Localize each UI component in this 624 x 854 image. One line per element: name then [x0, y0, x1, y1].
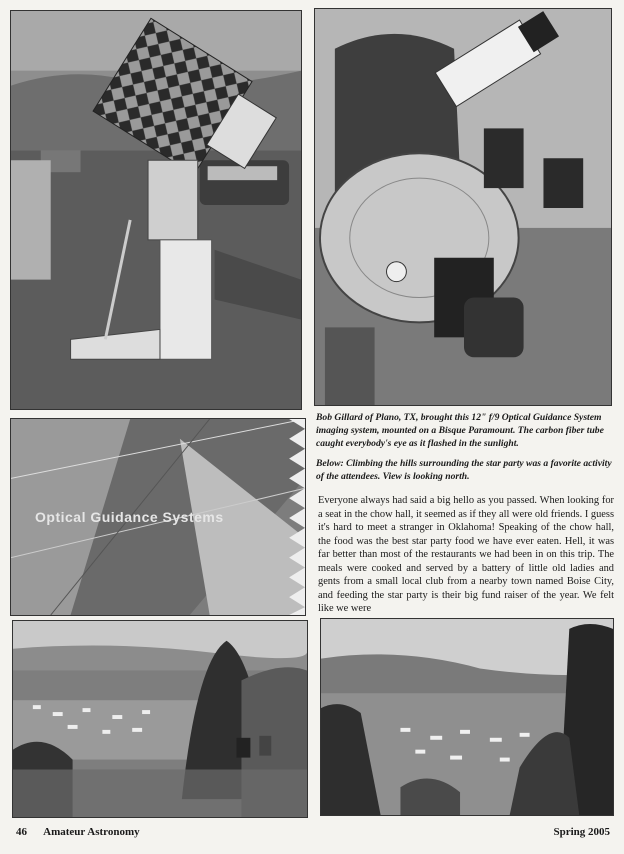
- photo-telescope-closeup: [314, 8, 612, 406]
- page-number: 46: [16, 826, 27, 838]
- article-body-text: Everyone always had said a big hello as you passed. When looking for a seat in the chow hall, it seemed as if they all were old friends. I guess it's hard to meet a stranger in Oklahoma! Speaking of the chow hall, the food was the best star party food we have ever eaten. Hell, it was far better than most of the restaurants we had been in on this trip. The meals were cooked and served by a battery of little old ladies and gents from a small local club from a nearby town named Boise City, and feeding the star party is their big fund raiser of the year. We felt like we were: [318, 495, 614, 614]
- photo-campground-hikers: [12, 620, 308, 818]
- issue-date: Spring 2005: [553, 826, 610, 838]
- photo-telescope-outdoor: [10, 10, 302, 410]
- page-footer: [16, 826, 610, 838]
- photo-carbon-fiber-logo: [10, 418, 306, 616]
- magazine-title: Amateur Astronomy: [43, 826, 140, 838]
- photo-campground-north: [320, 618, 614, 816]
- caption-paragraph-2: Below: Climbing the hills surrounding the star party was a favorite activity of the attendees. View is looking north.: [316, 458, 612, 483]
- optical-guidance-logo-text: Optical Guidance Systems: [35, 509, 224, 525]
- caption-paragraph-1: Bob Gillard of Plano, TX, brought this 12" f/9 Optical Guidance System imaging system, mounted on a Bisque Paramount. The carbon fiber tube caught everybody's eye as it flashed in the sunlight.: [316, 412, 604, 449]
- photo-caption: [316, 412, 612, 492]
